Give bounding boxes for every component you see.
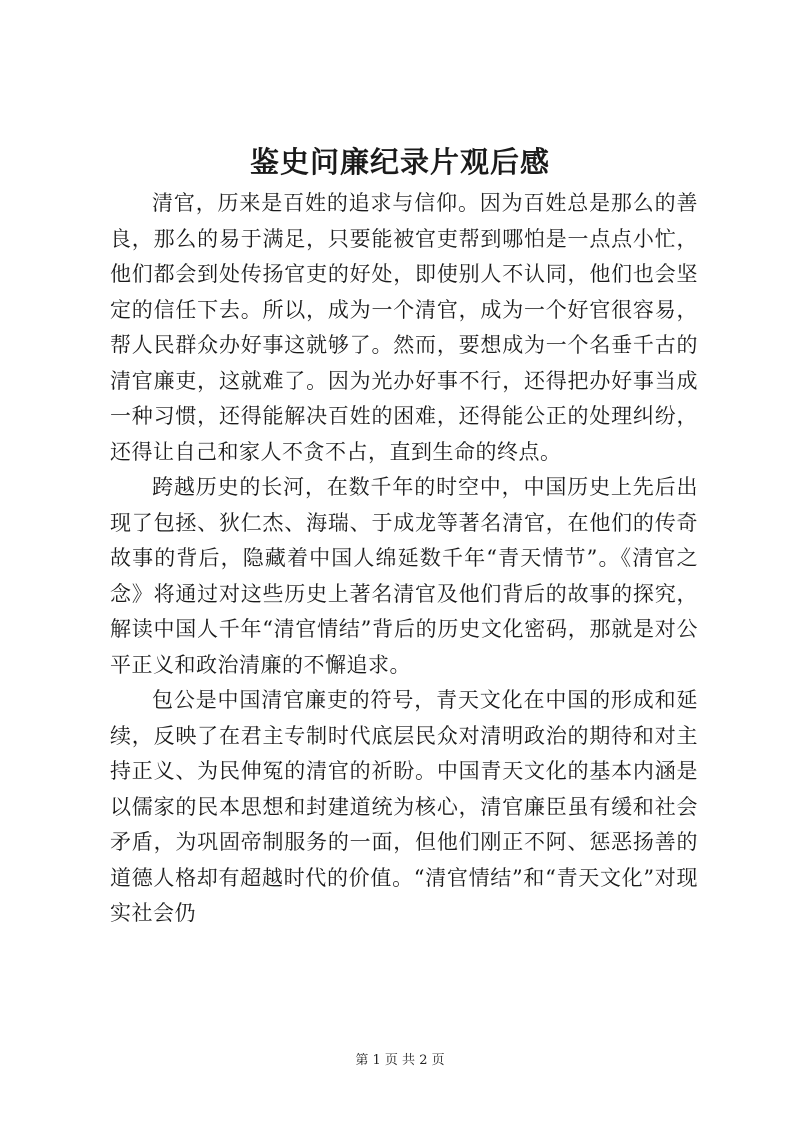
document-title: 鉴史问廉纪录片观后感: [249, 145, 550, 179]
page-footer: 第 1 页 共 2 页: [355, 1053, 445, 1068]
paragraph-3: 包公是中国清官廉吏的符号，青天文化在中国的形成和延续，反映了在君主专制时代底层民众对清明政治的期待和对主持正义、为民伸冤的清官的祈盼。中国青天文化的基本内涵是以儒家的民本思想和封建道统为核心，清官廉臣虽有缓和社会矛盾，为巩固帝制服务的一面，但他们刚正不阿、惩恶扬善的道德人格却有超越时代的价值。“清官情结”和“青天文化”对现实社会仍: [110, 688, 698, 925]
paragraph-1: 清官，历来是百姓的追求与信仰。因为百姓总是那么的善良，那么的易于满足，只要能被官吏帮到哪怕是一点点小忙，他们都会到处传扬官吏的好处，即使别人不认同，他们也会坚定的信任下去。所以，成为一个清官，成为一个好官很容易，帮人民群众办好事这就够了。然而，要想成为一个名垂千古的清官廉吏，这就难了。因为光办好事不行，还得把办好事当成一种习惯，还得能解决百姓的困难，还得能公正的处理纠纷，还得让自己和家人不贪不占，直到生命的终点。: [110, 191, 698, 464]
document-body: [110, 186, 698, 932]
paragraph-2: 跨越历史的长河，在数千年的时空中，中国历史上先后出现了包拯、狄仁杰、海瑞、于成龙等著名清官，在他们的传奇故事的背后，隐藏着中国人绵延数千年“青天情节”。《清官之念》将通过对这些历史上著名清官及他们背后的故事的探究，解读中国人千年“清官情结”背后的历史文化密码，那就是对公平正义和政治清廉的不懈追求。: [110, 475, 698, 677]
